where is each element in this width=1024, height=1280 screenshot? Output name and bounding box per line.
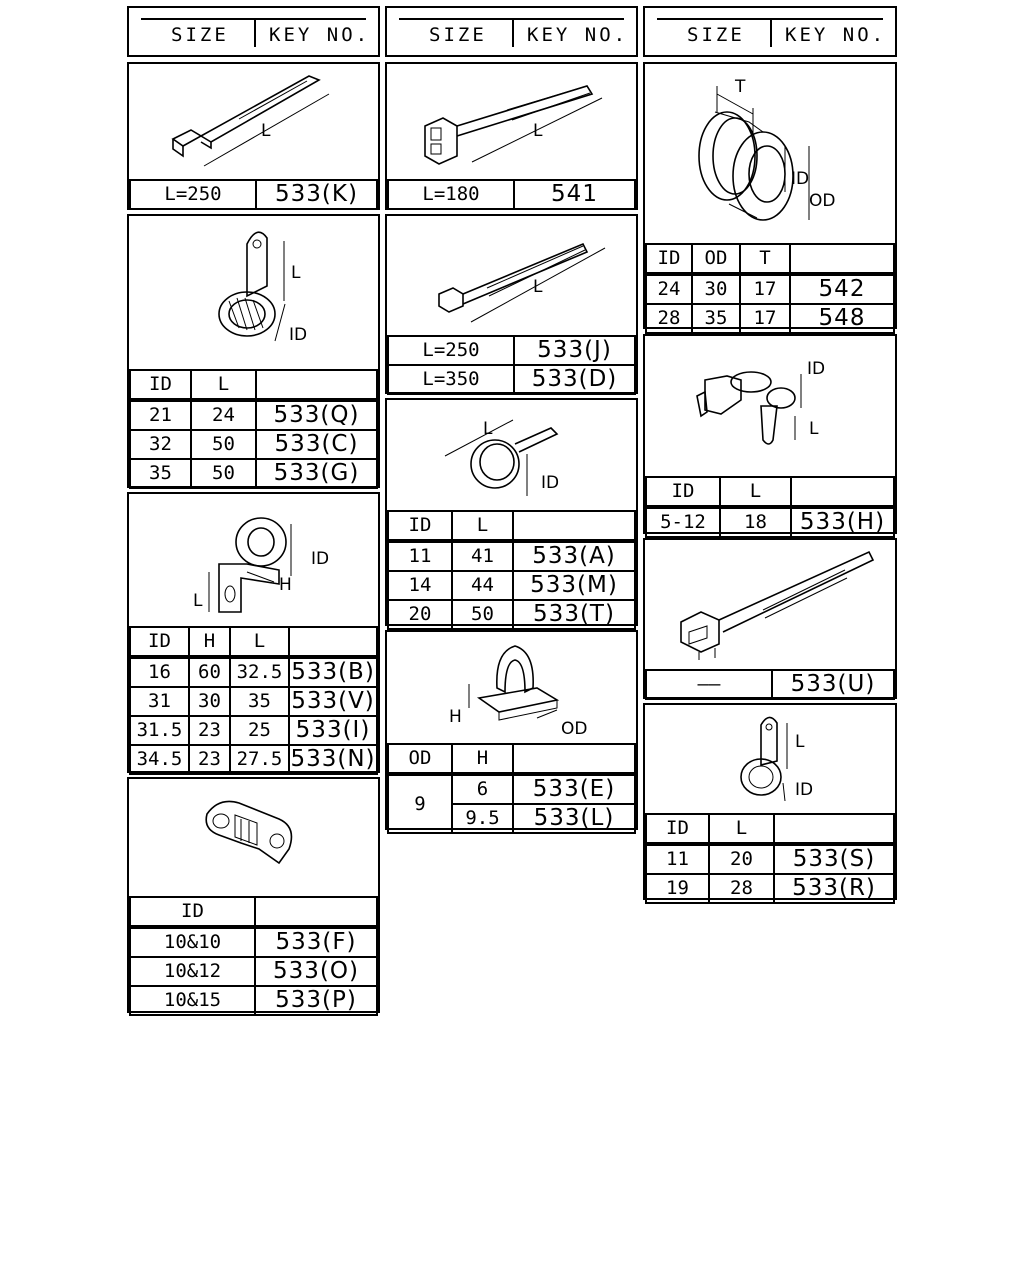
- size-cell: ——: [646, 670, 772, 699]
- bracket-clamp-image: [129, 494, 378, 626]
- size-header: SIZE: [171, 24, 229, 46]
- table-row: 20 50 533(T): [388, 600, 635, 629]
- table-row: 9.5 533(L): [388, 804, 635, 833]
- part-grommet: [643, 62, 897, 329]
- double-clamp-image: [129, 779, 378, 896]
- dim-t-label: T: [735, 77, 746, 97]
- spec-table: ID L 5-12 18 533(H): [645, 476, 895, 538]
- part-clamp-s: [643, 703, 897, 900]
- table-row: 5-12 18 533(H): [646, 507, 894, 537]
- header-col2: [385, 6, 638, 57]
- keyno-header: KEY NO.: [527, 24, 629, 46]
- dim-id-label: ID: [791, 169, 810, 189]
- spec-table: OD H 9 6 533(E) 9.5 533(L): [387, 743, 636, 834]
- push-clip-image: [645, 336, 895, 476]
- table-row: 11 41 533(A): [388, 541, 635, 571]
- key-number: 533(U): [772, 670, 894, 699]
- spec-table: ID OD T 24 30 17 542 28 35 17 548: [645, 243, 895, 334]
- dim-id-label: ID: [289, 325, 308, 345]
- dim-id-label: ID: [541, 473, 560, 493]
- key-number: 541: [514, 180, 635, 209]
- cable-tie-image: [387, 216, 636, 335]
- dim-h-label: H: [449, 707, 462, 727]
- part-tie-541: [385, 62, 638, 210]
- spec-table: ID L 11 41 533(A) 14 44 533(M) 20 50 533(T): [387, 510, 636, 630]
- part-clamp-q: [127, 214, 380, 488]
- part-tie-u: [643, 538, 897, 699]
- part-clip-h: [643, 334, 897, 534]
- table-row: 34.5 23 27.5 533(N): [130, 745, 377, 774]
- table-row: 24 30 17 542: [646, 274, 894, 304]
- dim-od-label: OD: [561, 719, 588, 739]
- pipe-clamp-image: [645, 705, 895, 813]
- table-row: L=250 533(J): [388, 336, 635, 365]
- spec-table: ID H L 16 60 32.5 533(B) 31 30 35 533(V) 31.5 23 25 533(I) 34.5 23 27.5 533(N): [129, 626, 378, 775]
- size-header: SIZE: [429, 24, 487, 46]
- keyno-header: KEY NO.: [785, 24, 887, 46]
- table-row: 21 24 533(Q): [130, 400, 377, 430]
- cable-tie-image: [129, 64, 378, 180]
- table-row: 11 20 533(S): [646, 844, 894, 874]
- dim-od-label: OD: [809, 191, 836, 211]
- dim-l-label: L: [291, 263, 301, 283]
- part-tie-k: [127, 62, 380, 210]
- dim-l-label: L: [533, 277, 543, 297]
- part-tie-j: [385, 214, 638, 394]
- dim-h-label: H: [279, 575, 292, 595]
- spec-table: ID L 11 20 533(S) 19 28 533(R): [645, 813, 895, 904]
- part-band-a: [385, 398, 638, 626]
- dim-id-label: ID: [311, 549, 330, 569]
- dim-l-label: L: [261, 121, 271, 141]
- dim-l-label: L: [795, 732, 805, 752]
- header-col1: [127, 6, 380, 57]
- table-row: 10&15 533(P): [130, 986, 377, 1015]
- table-row: 35 50 533(G): [130, 459, 377, 488]
- table-row: 10&10 533(F): [130, 927, 377, 957]
- table-row: 32 50 533(C): [130, 430, 377, 459]
- table-row: 31.5 23 25 533(I): [130, 716, 377, 745]
- pipe-clamp-image: [129, 216, 378, 369]
- spec-table: [129, 369, 378, 489]
- push-mount-tie-image: [645, 540, 895, 669]
- key-number: 533(K): [256, 180, 377, 209]
- table-row: 19 28 533(R): [646, 874, 894, 903]
- table-row: 28 35 17 548: [646, 304, 894, 333]
- keyno-header: KEY NO.: [269, 24, 371, 46]
- table-row: 9 6 533(E): [388, 774, 635, 804]
- dim-l-label: L: [809, 419, 819, 439]
- col-header: L: [191, 370, 256, 400]
- header-col3: [643, 6, 897, 57]
- col-header: ID: [130, 370, 191, 400]
- spec-table: [387, 335, 636, 395]
- table-row: 16 60 32.5 533(B): [130, 657, 377, 687]
- cable-tie-mount-image: [387, 64, 636, 180]
- table-row: L=350 533(D): [388, 365, 635, 394]
- size-header: SIZE: [687, 24, 745, 46]
- dim-l-label: L: [193, 591, 203, 611]
- size-cell: L=250: [130, 180, 256, 209]
- table-row: 14 44 533(M): [388, 571, 635, 600]
- dim-l-label: L: [533, 121, 543, 141]
- edge-clip-image: [387, 632, 636, 743]
- table-row: 10&12 533(O): [130, 957, 377, 986]
- dim-l-label: L: [483, 419, 493, 439]
- part-clamp-f: [127, 777, 380, 1013]
- grommet-image: [645, 64, 895, 243]
- col-header: [256, 370, 377, 400]
- dim-id-label: ID: [807, 359, 826, 379]
- band-clamp-image: [387, 400, 636, 510]
- part-clip-e: [385, 630, 638, 830]
- size-cell: L=180: [388, 180, 514, 209]
- part-clamp-b: [127, 492, 380, 773]
- spec-table: ID 10&10 533(F) 10&12 533(O) 10&15 533(P): [129, 896, 378, 1016]
- dim-id-label: ID: [795, 780, 814, 800]
- table-row: 31 30 35 533(V): [130, 687, 377, 716]
